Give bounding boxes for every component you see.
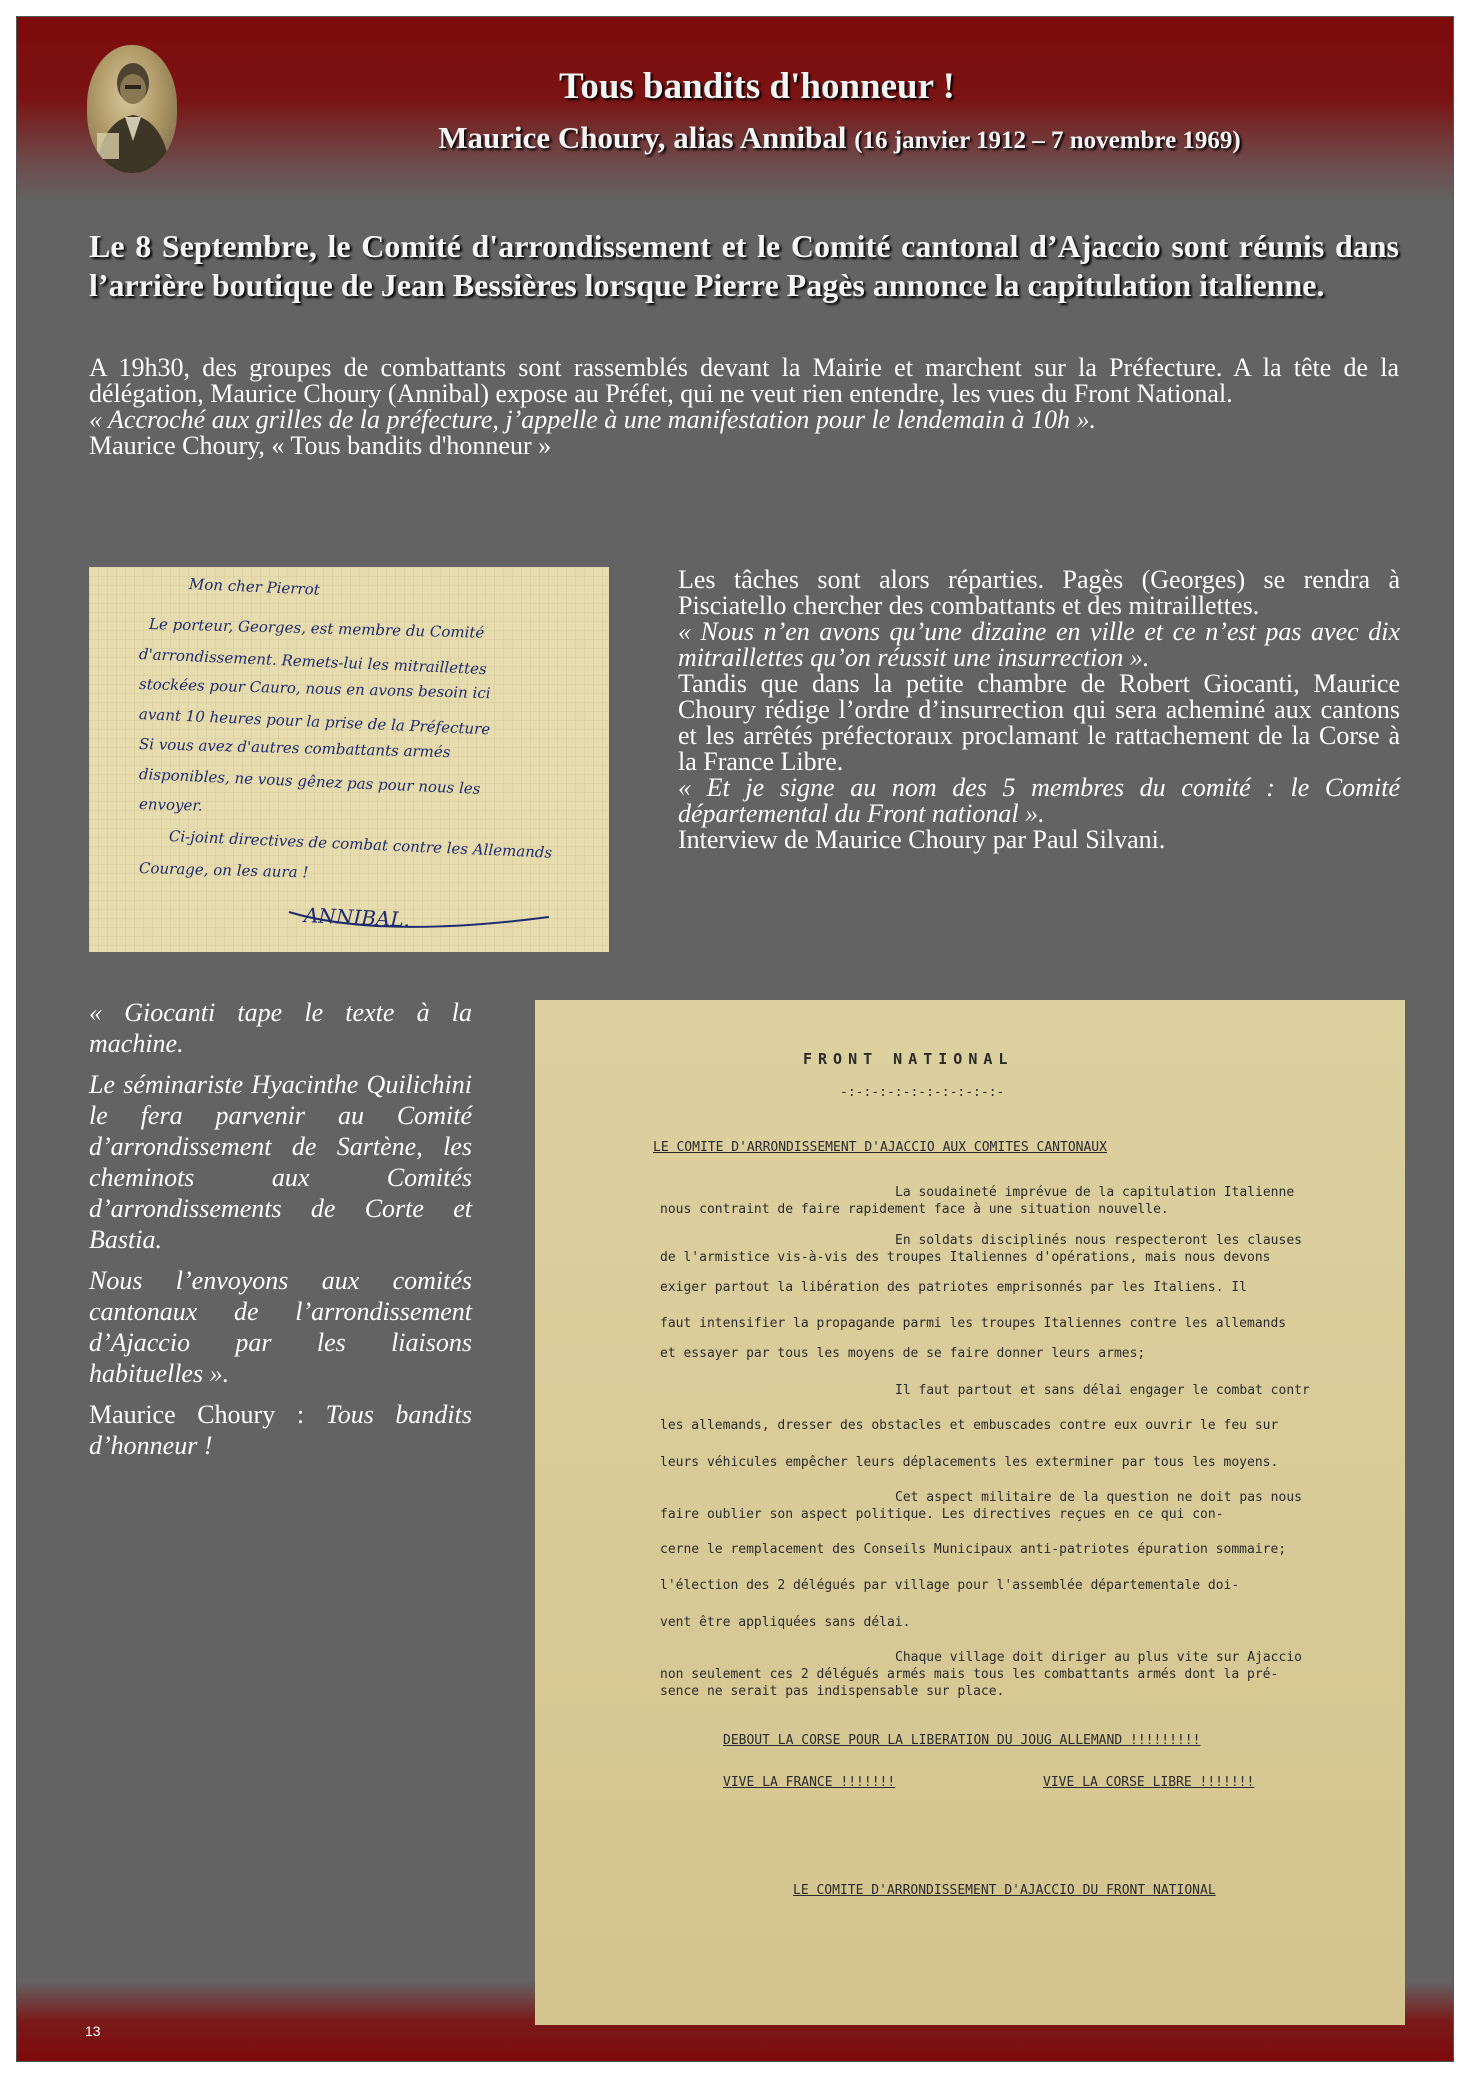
section-3-paragraph-2: Le séminariste Hyacinthe Quilichini le fera parvenir au Comité d’arrondissement de Sartène, les cheminots aux Comités d’arrondissements de Corte et Bastia. <box>89 1070 472 1254</box>
section-2-paragraph-1: Les tâches sont alors réparties. Pagès (Georges) se rendra à Pisciatello chercher des combattants et des mitraillettes. <box>678 565 1400 620</box>
doc-subheading: LE COMITE D'ARRONDISSEMENT D'AJACCIO AUX COMITES CANTONAUX <box>653 1140 1107 1155</box>
doc-line: leurs véhicules empêcher leurs déplacements les exterminer par tous les moyens. <box>660 1455 1279 1470</box>
letter-line: disponibles, ne vous gênez pas pour nous les <box>138 765 481 798</box>
page-subtitle <box>252 120 1427 156</box>
portrait-photo <box>87 45 177 173</box>
doc-slogan-2: VIVE LA FRANCE !!!!!!! <box>723 1775 896 1790</box>
letter-line: Mon cher Pierrot <box>188 575 321 599</box>
doc-slogan-3: VIVE LA CORSE LIBRE !!!!!!! <box>1043 1775 1255 1790</box>
page-title: Tous bandits d'honneur ! <box>559 66 955 107</box>
letter-line: Si vous avez d'autres combattants armés <box>138 735 451 762</box>
section-1-source: Maurice Choury, « Tous bandits d'honneur » <box>89 431 552 460</box>
doc-line: cerne le remplacement des Conseils Municipaux anti-patriotes épuration sommaire; <box>660 1542 1287 1557</box>
doc-line: faut intensifier la propagande parmi les troupes Italiennes contre les allemands <box>660 1316 1287 1331</box>
section-2-paragraph-2: Tandis que dans la petite chambre de Robert Giocanti, Maurice Choury rédige l’ordre d’insurrection qui sera acheminé aux cantons et les arrêtés préfectoraux proclamant le rattachement de la Corse à la France Libre. <box>678 669 1400 776</box>
doc-line: sence ne serait pas indispensable sur place. <box>660 1684 1005 1699</box>
doc-line: vent être appliquées sans délai. <box>660 1615 911 1630</box>
section-2-quote-1: « Nous n’en avons qu’une dizaine en ville et ce n’est pas avec dix mitraillettes qu’on réussit une insurrection ». <box>678 617 1400 672</box>
doc-divider: -:-:-:-:-:-:-:-:-:-:- <box>840 1085 1005 1100</box>
doc-line: nous contraint de faire rapidement face à une situation nouvelle. <box>660 1202 1169 1217</box>
subtitle-name: Maurice Choury, alias Annibal <box>438 120 847 155</box>
letter-signature: ANNIBAL. <box>303 903 411 932</box>
header-band <box>17 17 1453 202</box>
section-3-paragraph-1: « Giocanti tape le texte à la machine. <box>89 998 472 1058</box>
typed-document-image <box>535 1000 1405 2025</box>
doc-heading: FRONT NATIONAL <box>803 1050 1014 1068</box>
doc-line: Il faut partout et sans délai engager le combat contr <box>895 1383 1310 1398</box>
section-1-quote: « Accroché aux grilles de la préfecture, j’appelle à une manifestation pour le lendemain à 10h ». <box>89 405 1097 434</box>
doc-slogan-1: DEBOUT LA CORSE POUR LA LIBERATION DU JOUG ALLEMAND !!!!!!!!! <box>723 1733 1201 1748</box>
page <box>16 16 1454 2062</box>
doc-line: les allemands, dresser des obstacles et embuscades contre eux ouvrir le feu sur <box>660 1418 1279 1433</box>
section-3-paragraph-3: Nous l’envoyons aux comités cantonaux de l’arrondissement d’Ajaccio par les liaisons habituelles ». <box>89 1266 472 1388</box>
section-1 <box>89 355 1399 459</box>
doc-line: Cet aspect militaire de la question ne doit pas nous <box>895 1490 1302 1505</box>
doc-signature: LE COMITE D'ARRONDISSEMENT D'AJACCIO DU FRONT NATIONAL <box>793 1883 1216 1898</box>
letter-line: envoyer. <box>138 795 203 815</box>
doc-line: faire oublier son aspect politique. Les directives reçues en ce qui con- <box>660 1507 1224 1522</box>
section-2-source: Interview de Maurice Choury par Paul Silvani. <box>678 825 1166 854</box>
page-number: 13 <box>85 2023 101 2039</box>
section-2 <box>678 567 1400 853</box>
section-2-quote-2: « Et je signe au nom des 5 membres du comité : le Comité départemental du Front national ». <box>678 773 1400 828</box>
letter-line: avant 10 heures pour la prise de la Préfecture <box>138 705 491 739</box>
doc-line: non seulement ces 2 délégués armés mais tous les combattants armés dont la pré- <box>660 1667 1279 1682</box>
section-3-source-title: Tous bandits d’honneur ! <box>89 1400 472 1460</box>
letter-line: Ci-joint directives de combat contre les Allemands <box>168 827 553 862</box>
section-3-source-author: Maurice Choury : <box>89 1400 326 1429</box>
doc-line: de l'armistice vis-à-vis des troupes Italiennes d'opérations, mais nous devons <box>660 1250 1271 1265</box>
doc-line: En soldats disciplinés nous respecteront les clauses <box>895 1233 1302 1248</box>
letter-line: d'arrondissement. Remets-lui les mitraillettes <box>138 645 488 679</box>
portrait-silhouette-icon <box>87 45 177 173</box>
doc-line: La soudaineté imprévue de la capitulation Italienne <box>895 1185 1295 1200</box>
section-3 <box>89 997 472 1471</box>
lead-paragraph: Le 8 Septembre, le Comité d'arrondissement et le Comité cantonal d’Ajaccio sont réunis dans l’arrière boutique de Jean Bessières lorsque Pierre Pagès annonce la capitulation italienne. <box>89 228 1399 303</box>
letter-line: Le porteur, Georges, est membre du Comité <box>148 615 485 642</box>
letter-line: Courage, on les aura ! <box>138 859 309 882</box>
handwritten-letter-image <box>89 567 609 952</box>
doc-line: l'élection des 2 délégués par village pour l'assemblée départementale doi- <box>660 1578 1240 1593</box>
letter-line: stockées pour Cauro, nous en avons besoin ici <box>138 675 491 703</box>
doc-line: exiger partout la libération des patriotes emprisonnés par les Italiens. Il <box>660 1280 1247 1295</box>
section-1-paragraph: A 19h30, des groupes de combattants sont rassemblés devant la Mairie et marchent sur la Préfecture. A la tête de la délégation, Maurice Choury (Annibal) expose au Préfet, qui ne veut rien entendre, les vues du Front National. <box>89 353 1399 408</box>
subtitle-dates: (16 janvier 1912 – 7 novembre 1969) <box>854 127 1241 154</box>
doc-line: Chaque village doit diriger au plus vite sur Ajaccio <box>895 1650 1302 1665</box>
section-3-source <box>89 1399 472 1461</box>
doc-line: et essayer par tous les moyens de se faire donner leurs armes; <box>660 1346 1146 1361</box>
